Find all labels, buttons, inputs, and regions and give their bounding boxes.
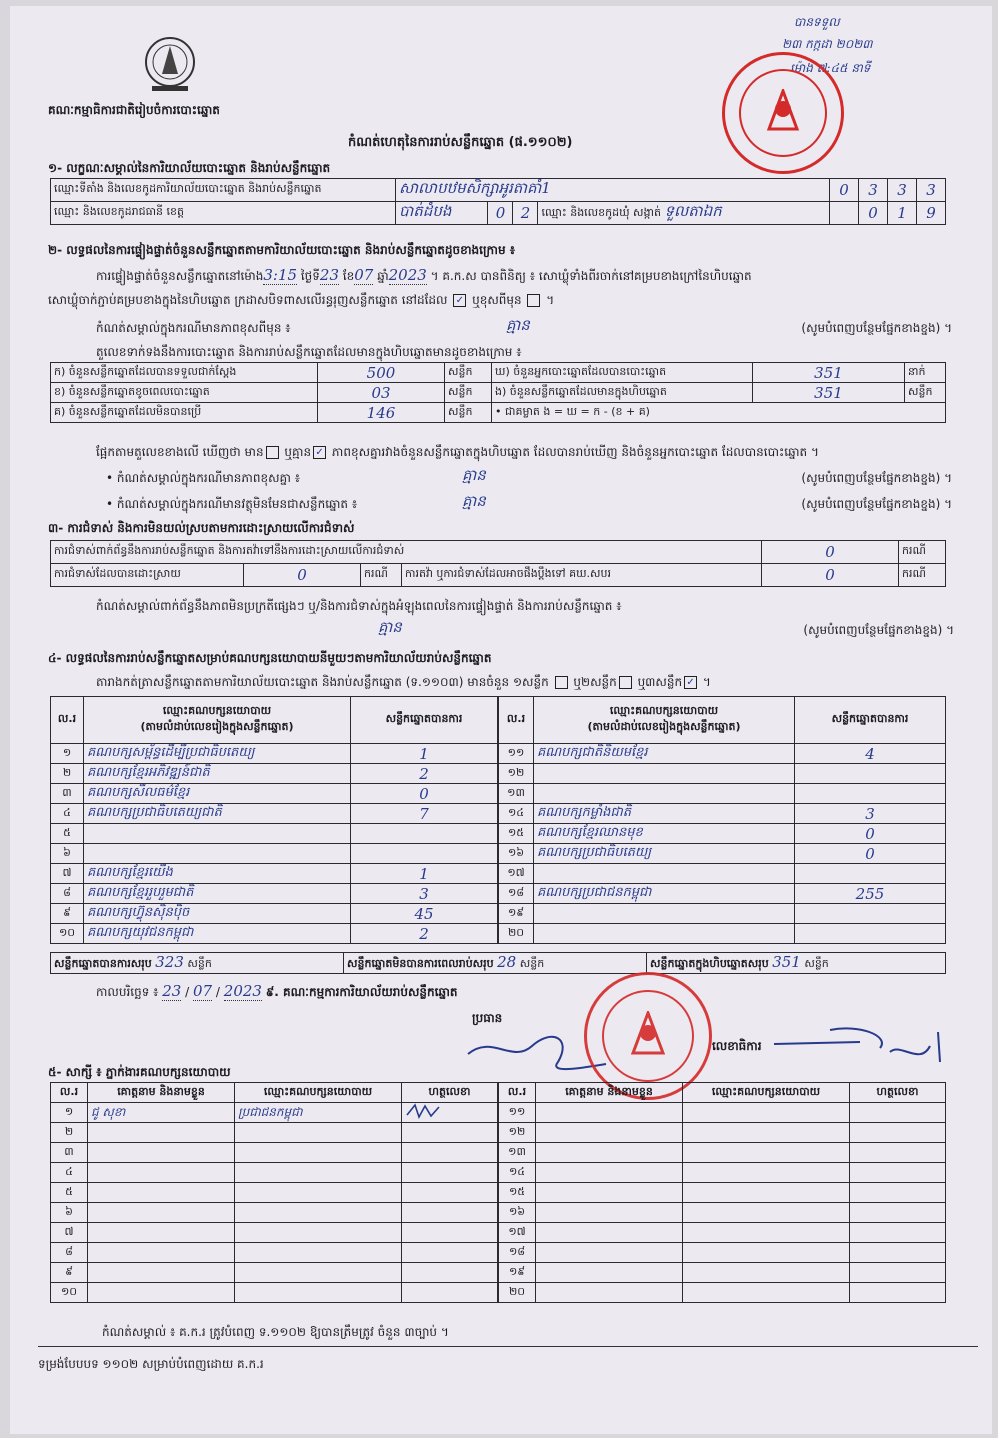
witness-no: ៤ <box>51 1163 88 1183</box>
witness-row <box>499 1123 946 1143</box>
ballots-in-box-label: ង) ចំនួនសន្លឹកឆ្នោតដែលមានក្នុងហិបឆ្នោត <box>492 383 753 403</box>
section4-title: ៤- លទ្ធផលនៃការរាប់សន្លឹកឆ្នោតសម្រាប់គណបក្សនយោបាយនីមួយៗតាមការិយាល័យរាប់សន្លឹកឆ្នោត <box>48 651 492 665</box>
witness-no: ២០ <box>499 1283 536 1303</box>
changed-checkbox[interactable] <box>527 294 540 307</box>
witness-name <box>88 1203 235 1223</box>
witness-table-left: ល.រ គោត្តនាម និងនាមខ្លួន ឈ្មោះគណបក្សនយោបាយ ហត្ថលេខា ១ ជូ សុខា ប្រជាជនកម្ពុជា ២ ៣ ៤ ៥ ៦ ៧ ៨ ៩ ១០ <box>50 1082 498 1303</box>
witness-party <box>683 1283 850 1303</box>
witness-row <box>51 1123 498 1143</box>
witness-party <box>235 1203 402 1223</box>
witness-no: ១៤ <box>499 1163 536 1183</box>
section5-title: ៥- សាក្សី ៖ ភ្នាក់ងារគណបក្សនយោបាយ <box>48 1065 231 1079</box>
chair-label: ប្រធាន <box>472 1011 503 1025</box>
irregularity-note-value: គ្មាន <box>378 618 402 636</box>
stamp-emblem-icon <box>627 1011 669 1059</box>
witness-name <box>88 1183 235 1203</box>
result-votes <box>795 864 946 884</box>
result-no: ១៣ <box>499 784 534 804</box>
date-month: 07 <box>193 982 213 1000</box>
witness-row <box>499 1183 946 1203</box>
witness-row <box>51 1203 498 1223</box>
nec-emblem-icon <box>138 34 202 94</box>
results-table-right: ល.រ ឈ្មោះគណបក្សនយោបាយ (តាមលំដាប់លេខរៀងក្នុងសន្លឹកឆ្នោត) សន្លឹកឆ្នោតបានការ ១១ គណបក្សជាតិនិយមខ្មែរ 4 ១២ ១៣ ១៤ គណបក្សកម្លាំងជាតិ 3 ១៥ គណបក្សខ្មែរឈានមុខ 0 ១៦ គណបក្សប្រជាធិបតេយ្យ 0 ១៧ ១៨ គណបក្សប្រជាជនកម្ពុជា 255 ១៩ ២០ <box>498 696 946 944</box>
verify-line-2: សោឃ្លុំចាក់ភ្ជាប់គម្របខាងក្នុងនៃហិបឆ្នោត ក្រដាសបិទពាសលើរន្ធរុញសន្លឹកឆ្នោត នៅដដែល ✓ ឬខុសពីមុន ។ <box>48 293 555 307</box>
has-difference-checkbox[interactable] <box>266 446 279 459</box>
witness-name <box>88 1163 235 1183</box>
result-votes: 45 <box>351 904 498 924</box>
difference-note-row: • កំណត់សម្គាល់ក្នុងករណីមានភាពខុសគ្នា ៖ គ្មាន (សូមបំពេញបន្ថែមផ្នែកខាងខ្នង) ។ <box>106 470 952 488</box>
witness-name <box>536 1183 683 1203</box>
result-row <box>499 924 946 944</box>
result-no: ២ <box>51 764 84 784</box>
foreign-object-note-row: • កំណត់សម្គាល់ក្នុងករណីមានវត្ថុមិនមែនជាសន្លឹកឆ្នោត ៖ គ្មាន (សូមបំពេញបន្ថែមផ្នែកខាងខ្នង) ។ <box>106 496 952 514</box>
witness-signature <box>402 1223 498 1243</box>
result-votes <box>795 764 946 784</box>
witness-no: ៩ <box>51 1263 88 1283</box>
verify-line-1: ការផ្ទៀងផ្ទាត់ចំនួនសន្លឹកឆ្នោតនៅម៉ោង3:15 ថ្ងៃទី23 ខែ07 ឆ្នាំ2023 ។ គ.ក.ស បានពិនិត្យ ៖ សោឃ្លុំទាំងពីរចាក់នៅគម្របខាងក្រៅនៃហិបឆ្នោត <box>96 266 752 284</box>
result-no: ៨ <box>51 884 84 904</box>
ballots-in-box-value: 351 <box>753 383 905 403</box>
same-checkbox[interactable]: ✓ <box>453 294 466 307</box>
result-party: គណបក្សខ្មែរឈានមុខ <box>534 824 795 844</box>
result-no: ៥ <box>51 824 84 844</box>
result-no: ៣ <box>51 784 84 804</box>
result-no: ៤ <box>51 804 84 824</box>
result-row <box>499 764 946 784</box>
station-name-value: សាលាបឋមសិក្សាអូរតាគាំ1 <box>396 179 830 202</box>
date-day: 23 <box>162 982 182 1000</box>
witness-no: ១៦ <box>499 1203 536 1223</box>
voters-value: 351 <box>753 363 905 383</box>
verify-time: 3:15 <box>263 266 298 284</box>
result-votes: 7 <box>351 804 498 824</box>
witness-name <box>88 1263 235 1283</box>
foreign-object-note-value: គ្មាន <box>462 492 486 510</box>
spoiled-value: 03 <box>318 383 445 403</box>
complaints-value: 0 <box>762 541 899 564</box>
witness-party <box>235 1143 402 1163</box>
station-code-4: 3 <box>917 179 946 202</box>
change-note-row: កំណត់សម្គាល់ក្នុងករណីមានភាពខុសពីមុន ៖ គ្មាន (សូមបំពេញបន្ថែមផ្នែកខាងខ្នង) ។ <box>96 320 952 338</box>
result-no: ១០ <box>51 924 84 944</box>
result-no: ១៦ <box>499 844 534 864</box>
result-votes: 4 <box>795 744 946 764</box>
receipt-line-2: ២៣ កក្កដា ២០២៣ <box>782 37 873 51</box>
result-votes: 0 <box>795 824 946 844</box>
result-no: ១៧ <box>499 864 534 884</box>
appeal-label: ការតវ៉ា ឬការជំទាស់ដែលអាចផឹងប្តឹងទៅ គឃ.សបរ <box>402 564 762 587</box>
witness-row <box>499 1143 946 1163</box>
result-party <box>84 844 351 864</box>
result-row <box>51 764 498 784</box>
result-party: គណបក្សខ្មែររួបរួមជាតិ <box>84 884 351 904</box>
witness-row <box>499 1203 946 1223</box>
witness-row <box>51 1223 498 1243</box>
witness-signature <box>402 1103 498 1123</box>
secretary-signature-icon <box>770 1022 950 1072</box>
witness-no: ១៩ <box>499 1263 536 1283</box>
stamp-emblem-icon <box>763 89 803 135</box>
result-party <box>534 864 795 884</box>
witness-name <box>536 1223 683 1243</box>
official-stamp-bottom <box>584 972 712 1100</box>
result-row <box>499 784 946 804</box>
witness-no: ១០ <box>51 1283 88 1303</box>
result-party: គណបក្សប្រជាធិបតេយ្យជាតិ <box>84 804 351 824</box>
verify-year: 2023 <box>388 266 427 284</box>
form-title: កំណត់ហេតុនៃការរាប់សន្លឹកឆ្នោត (ផ.១១០២) <box>348 135 573 150</box>
result-no: ១៨ <box>499 884 534 904</box>
form-footer: ទម្រង់បែបបទ ១១០២ សម្រាប់បំពេញដោយ គ.ក.រ <box>38 1357 264 1371</box>
section1-table <box>50 178 946 225</box>
province-label: ឈ្មោះ និងលេខកូដរាជធានី ខេត្ត <box>51 202 396 225</box>
result-row <box>499 844 946 864</box>
witness-signature <box>850 1203 946 1223</box>
received-label: ក) ចំនួនសន្លឹកឆ្នោតដែលបានទទួលជាក់ស្តែង <box>51 363 318 383</box>
result-no: ៧ <box>51 864 84 884</box>
no-difference-checkbox[interactable]: ✓ <box>313 446 326 459</box>
total-valid-value: 323 <box>155 953 184 971</box>
witness-party <box>683 1223 850 1243</box>
commune-code-1: 0 <box>859 202 888 225</box>
irregularity-note-label: កំណត់សម្គាល់ពាក់ព័ន្ធនឹងភាពមិនប្រក្រតីផ្សេងៗ ឬ/និងការជំទាស់ក្នុងអំឡុងពេលនៃការផ្ទៀងផ្ទាត់ និងការរាប់សន្លឹកឆ្នោត ៖ <box>96 599 622 613</box>
result-votes: 0 <box>795 844 946 864</box>
result-no: ៩ <box>51 904 84 924</box>
result-votes <box>351 844 498 864</box>
witness-party <box>683 1123 850 1143</box>
witness-party: ប្រជាជនកម្ពុជា <box>235 1103 402 1123</box>
result-votes: 255 <box>795 884 946 904</box>
witness-no: ១ <box>51 1103 88 1123</box>
witness-signature <box>850 1223 946 1243</box>
result-votes: 3 <box>795 804 946 824</box>
result-votes <box>351 824 498 844</box>
witness-no: ១៣ <box>499 1143 536 1163</box>
result-row <box>51 804 498 824</box>
witness-signature <box>402 1163 498 1183</box>
station-code-3: 3 <box>888 179 917 202</box>
result-row <box>499 804 946 824</box>
result-party <box>534 924 795 944</box>
witness-no: ៣ <box>51 1143 88 1163</box>
result-party <box>84 824 351 844</box>
result-row <box>51 844 498 864</box>
complaints-label: ការជំទាស់ពាក់ព័ន្ធនឹងការរាប់សន្លឹកឆ្នោត និងការតវ៉ាទៅនឹងការដោះស្រាយលើការជំទាស់ <box>51 541 762 564</box>
date-year: 2023 <box>223 982 262 1000</box>
complaints-table: ការជំទាស់ពាក់ព័ន្ធនឹងការរាប់សន្លឹកឆ្នោត និងការតវ៉ាទៅនឹងការដោះស្រាយលើការជំទាស់ 0 ករណី ការជំទាស់ដែលបានដោះស្រាយ 0 ករណី ការតវ៉ា ឬការជំទាស់ដែលអាចផឹងប្តឹងទៅ គឃ.សបរ 0 ករណី <box>50 540 946 587</box>
witness-party <box>235 1223 402 1243</box>
spoiled-label: ខ) ចំនួនសន្លឹកឆ្នោតខូចពេលបោះឆ្នោត <box>51 383 318 403</box>
result-votes <box>795 924 946 944</box>
result-row <box>51 784 498 804</box>
secretary-label: លេខាធិការ <box>712 1039 762 1053</box>
witness-name <box>88 1223 235 1243</box>
witness-row <box>51 1163 498 1183</box>
station-name-label: ឈ្មោះទីតាំង និងលេខកូដការិយាល័យបោះឆ្នោត និងរាប់សន្លឹកឆ្នោត <box>51 179 396 202</box>
station-code-1: 0 <box>830 179 859 202</box>
section1-title: ១- លក្ខណៈសម្គាល់នៃការិយាល័យបោះឆ្នោត និងរាប់សន្លឹកឆ្នោត <box>48 161 331 175</box>
witness-name <box>536 1283 683 1303</box>
unused-label: គ) ចំនួនសន្លឹកឆ្នោតដែលមិនបានប្រើ <box>51 403 318 423</box>
witness-party <box>235 1243 402 1263</box>
form-sheet: គណៈកម្មាធិការជាតិរៀបចំការបោះឆ្នោត បានទទួល ២៣ កក្កដា ២០២៣ ម៉ោង ៧:៤៥ នាទី កំណត់ហេតុនៃការរាប់សន្លឹកឆ្នោត (ផ.១១០២) ១- លក្ខណៈសម្គាល់នៃការិយាល័យបោះឆ្នោត និងរាប់សន្លឹកឆ្នោត ឈ្មោះទីតាំង និងលេខកូដការិយាល័យបោះឆ្នោត និងរាប់សន្លឹកឆ្នោត សាលាបឋមសិក្សាអូរតាគាំ1 0 3 3 3 ឈ្មោះ និងលេខកូដរាជធានី ខេត្ត បាត់ដំបង 0 2 ឈ្មោះ និងលេខកូដឃុំ សង្កាត់ ទួលតាឯក 0 1 9 ២- លទ្ធផលនៃការផ្ទៀងផ្ទាត់ចំនួនសន្លឹកឆ្នោតតាមការិយាល័យបោះឆ្នោត និងរាប់សន្លឹកឆ្នោតដូចខាងក្រោម ៖ ការផ្ទៀងផ្ទាត់ចំនួនសន្លឹកឆ្នោតនៅម៉ោង3:15 ថ្ងៃទី23 ខែ07 ឆ្នាំ2023 ។ គ.ក.ស បានពិនិត្យ ៖ សោឃ្លុំទាំងពីរចាក់នៅគម្របខាងក្រៅនៃហិបឆ្នោត សោឃ្លុំចាក់ភ្ជាប់គម្របខាងក្នុងនៃហិបឆ្នោត ក្រដាសបិទពាសលើរន្ធរុញសន្លឹកឆ្នោត នៅដដែល ✓ ឬខុសពីមុន ។ កំណត់សម្គាល់ក្នុងករណីមានភាពខុសពីមុន ៖ គ្មាន (សូមបំពេញបន្ថែមផ្នែកខាងខ្នង) ។ តួលេខទាក់ទងនឹងការបោះឆ្នោត និងការរាប់សន្លឹកឆ្នោតដែលមានក្នុងហិបឆ្នោតមានដូចខាងក្រោម ៖ ក) ចំនួនសន្លឹកឆ្នោតដែលបានទទួលជាក់ស្តែង 500 សន្លឹក ឃ) ចំនួនអ្នកបោះឆ្នោតដែលបានបោះឆ្នោត 351 នាក់ ខ) ចំនួនសន្លឹកឆ្នោតខូចពេលបោះឆ្នោត 03 សន្លឹក ង) ចំនួនសន្លឹកឆ្នោតដែលមានក្នុងហិបឆ្នោត 351 សន្លឹក គ) ចំនួនសន្លឹកឆ្នោតដែលមិនបានប្រើ 146 សន្លឹក • ជាគម្លាត ង = ឃ = ក - (ខ + គ) ផ្អែកតាមតួលេខខាងលើ ឃើញថា មាន ឬគ្មាន ✓ ភាពខុសគ្នារវាងចំនួនសន្លឹកឆ្នោតក្នុងហិបឆ្នោត ដែលបានរាប់ឃើញ និងចំនួនអ្នកបោះឆ្នោត ដែលបានបោះឆ្នោត ។ • កំណត់សម្គាល់ក្នុងករណីមានភាពខុសគ្នា ៖ គ្មាន (សូមបំពេញបន្ថែមផ្នែកខាងខ្នង) ។ • កំណត់សម្គាល់ក្នុងករណីមានវត្ថុមិនមែនជាសន្លឹកឆ្នោត ៖ គ្មាន (សូមបំពេញបន្ថែមផ្នែកខាងខ្នង) ។ ៣- ការជំទាស់ និងការមិនយល់ស្របតាមការដោះស្រាយលើការជំទាស់ ការជំទាស់ពាក់ព័ន្ធនឹងការរាប់សន្លឹកឆ្នោត និងការតវ៉ាទៅនឹងការដោះស្រាយលើការជំទាស់ 0 ករណី ការជំទាស់ដែលបានដោះស្រាយ 0 ករណី ការតវ៉ា ឬការជំទាស់ដែលអាចផឹងប្តឹងទៅ គឃ.សបរ 0 ករណី កំណត់សម្គាល់ពាក់ព័ន្ធនឹងភាពមិនប្រក្រតីផ្សេងៗ ឬ/និងការជំទាស់ក្នុងអំឡុងពេលនៃការផ្ទៀងផ្ទាត់ និងការរាប់សន្លឹកឆ្នោត ៖ គ្មាន (សូមបំពេញបន្ថែមផ្នែកខាងខ្នង) ។ ៤- លទ្ធផលនៃការរាប់សន្លឹកឆ្នោតសម្រាប់គណបក្សនយោបាយនីមួយៗតាមការិយាល័យរាប់សន្លឹកឆ្នោត តារាងកត់ត្រាសន្លឹកឆ្នោតតាមការិយាល័យបោះឆ្នោត និងរាប់សន្លឹកឆ្នោត (ទ.១១០៣) មានចំនួន ១សន្លឹក ឬ២សន្លឹក ឬ៣សន្លឹក ✓ ។ ល.រ ឈ្មោះគណបក្សនយោបាយ (តាមលំដាប់លេខរៀងក្នុងសន្លឹកឆ្នោត) សន្លឹកឆ្នោតបានការ ១ គណបក្សសម្ព័ន្ធដើម្បីប្រជាធិបតេយ្យ 1 ២ គណបក្សខ្មែរអភិវឌ្ឍន៍ជាតិ 2 ៣ គណបក្សសីលធម៌ខ្មែរ 0 ៤ គណបក្សប្រជាធិបតេយ្យជាតិ 7 ៥ ៦ ៧ គណបក្សខ្មែរយើង 1 ៨ គណបក្សខ្មែររួបរួមជាតិ 3 ៩ គណបក្សហ៊្វុនស៊ិនប៉ិច 45 ១០ គណបក្សយុវជនកម្ពុជា 2 ល.រ ឈ្មោះគណបក្សនយោបាយ (តាមលំដាប់លេខរៀងក្នុងសន្លឹកឆ្នោត) សន្លឹកឆ្នោតបានការ ១១ គណបក្សជាតិនិយមខ្មែរ 4 ១២ ១៣ ១៤ គណបក្សកម្លាំងជាតិ 3 ១៥ គណបក្សខ្មែរឈានមុខ 0 ១៦ គណបក្សប្រជាធិបតេយ្យ 0 ១៧ ១៨ គណបក្សប្រជាជនកម្ពុជា 255 ១៩ ២០ សន្លឹកឆ្នោតបានការសរុប 323 សន្លឹក សន្លឹកឆ្នោតមិនបានការពេលរាប់សរុប 28 សន្លឹក សន្លឹកឆ្នោតក្នុងហិបឆ្នោតសរុប 351 សន្លឹក កាលបរិច្ឆេទ ៖ 23 / 07 / 2023 ៩. គណៈកម្មការការិយាល័យរាប់សន្លឹកឆ្នោត ប្រធាន លេខាធិការ ៥- សាក្សី ៖ ភ្នាក់ងារគណបក្សនយោបាយ ល.រ គោត្តនាម និងនាមខ្លួន ឈ្មោះគណបក្សនយោបាយ ហត្ថលេខា ១ ជូ សុខា ប្រជាជនកម្ពុជា ២ ៣ ៤ ៥ ៦ ៧ ៨ ៩ ១០ ល.រ គោត្តនាម និងនាមខ្លួន ឈ្មោះគណបក្សនយោបាយ ហត្ថលេខា ១១ ១២ ១៣ ១៤ ១៥ ១៦ ១៧ ១៨ ១៩ ២០ កំណត់សម្គាល់ ៖ គ.ក.រ ត្រូវបំពេញ ទ.១១០២ ឱ្យបានត្រឹមត្រូវ ចំនួន ៣ច្បាប់ ។ ទម្រង់បែបបទ ១១០២ សម្រាប់បំពេញដោយ គ.ក.រ <box>10 6 992 1434</box>
witness-signature <box>850 1183 946 1203</box>
witness-name <box>88 1283 235 1303</box>
result-party: គណបក្សយុវជនកម្ពុជា <box>84 924 351 944</box>
witness-row <box>51 1263 498 1283</box>
resolved-label: ការជំទាស់ដែលបានដោះស្រាយ <box>51 564 244 587</box>
witness-name <box>88 1123 235 1143</box>
witness-no: ៦ <box>51 1203 88 1223</box>
station-code-2: 3 <box>859 179 888 202</box>
result-votes: 3 <box>351 884 498 904</box>
received-value: 500 <box>318 363 445 383</box>
witness-no: ៧ <box>51 1223 88 1243</box>
witness-no: ៨ <box>51 1243 88 1263</box>
result-party: គណបក្សកម្លាំងជាតិ <box>534 804 795 824</box>
witness-row <box>51 1143 498 1163</box>
result-votes: 1 <box>351 864 498 884</box>
witness-signature <box>850 1123 946 1143</box>
witness-no: ១២ <box>499 1123 536 1143</box>
witness-name <box>536 1123 683 1143</box>
result-votes <box>795 784 946 804</box>
witness-signature-icon <box>405 1103 445 1119</box>
result-party: គណបក្សជាតិនិយមខ្មែរ <box>534 744 795 764</box>
witness-name <box>536 1163 683 1183</box>
result-votes: 2 <box>351 924 498 944</box>
witness-no: ១៥ <box>499 1183 536 1203</box>
witness-signature <box>402 1243 498 1263</box>
witness-row <box>51 1283 498 1303</box>
witness-signature <box>850 1283 946 1303</box>
result-party: គណបក្សប្រជាជនកម្ពុជា <box>534 884 795 904</box>
footer-divider <box>38 1346 978 1347</box>
result-row <box>51 884 498 904</box>
total-box-value: 351 <box>772 953 801 971</box>
witness-row <box>499 1283 946 1303</box>
result-row <box>51 864 498 884</box>
official-stamp-top <box>722 52 844 174</box>
witness-signature <box>402 1123 498 1143</box>
witness-name <box>536 1103 683 1123</box>
witness-party <box>683 1103 850 1123</box>
result-votes <box>795 904 946 924</box>
witness-party <box>235 1183 402 1203</box>
result-party: គណបក្សខ្មែរអភិវឌ្ឍន៍ជាតិ <box>84 764 351 784</box>
date-line: កាលបរិច្ឆេទ ៖ 23 / 07 / 2023 ៩. គណៈកម្មការការិយាល័យរាប់សន្លឹកឆ្នោត <box>96 982 458 1000</box>
witness-signature <box>402 1183 498 1203</box>
result-party <box>534 764 795 784</box>
result-row <box>499 824 946 844</box>
witness-party <box>235 1263 402 1283</box>
witness-name <box>536 1203 683 1223</box>
result-row <box>51 904 498 924</box>
result-no: ៦ <box>51 844 84 864</box>
result-no: ១៩ <box>499 904 534 924</box>
witness-signature <box>402 1203 498 1223</box>
receipt-line-3: ម៉ោង ៧:៤៥ នាទី <box>790 61 871 75</box>
result-party: គណបក្សសម្ព័ន្ធដើម្បីប្រជាធិបតេយ្យ <box>84 744 351 764</box>
commune-code-3: 9 <box>917 202 946 225</box>
witness-party <box>235 1163 402 1183</box>
result-party: គណបក្សសីលធម៌ខ្មែរ <box>84 784 351 804</box>
result-no: ១ <box>51 744 84 764</box>
totals-row: សន្លឹកឆ្នោតបានការសរុប 323 សន្លឹក សន្លឹកឆ្នោតមិនបានការពេលរាប់សរុប 28 សន្លឹក សន្លឹកឆ្នោតក្នុងហិបឆ្នោតសរុប 351 សន្លឹក <box>50 952 946 974</box>
province-code-1: 0 <box>488 202 513 225</box>
witness-party <box>683 1163 850 1183</box>
witness-party <box>683 1183 850 1203</box>
witness-party <box>683 1263 850 1283</box>
one-sheet-checkbox[interactable] <box>555 676 568 689</box>
result-row <box>499 744 946 764</box>
witness-signature <box>402 1283 498 1303</box>
result-row <box>51 824 498 844</box>
witness-row <box>499 1223 946 1243</box>
witness-no: ១៧ <box>499 1223 536 1243</box>
formula-note: • ជាគម្លាត ង = ឃ = ក - (ខ + គ) <box>492 403 946 423</box>
witness-no: ១១ <box>499 1103 536 1123</box>
witness-no: ៥ <box>51 1183 88 1203</box>
change-note-value: គ្មាន <box>506 316 530 334</box>
figures-intro: តួលេខទាក់ទងនឹងការបោះឆ្នោត និងការរាប់សន្លឹកឆ្នោតដែលមានក្នុងហិបឆ្នោតមានដូចខាងក្រោម ៖ <box>96 345 522 359</box>
witness-table-right: ល.រ គោត្តនាម និងនាមខ្លួន ឈ្មោះគណបក្សនយោបាយ ហត្ថលេខា ១១ ១២ ១៣ ១៤ ១៥ ១៦ ១៧ ១៨ ១៩ ២០ <box>498 1082 946 1303</box>
witness-signature <box>402 1143 498 1163</box>
section3-title: ៣- ការជំទាស់ និងការមិនយល់ស្របតាមការដោះស្រាយលើការជំទាស់ <box>48 521 355 535</box>
sheet-count-line: តារាងកត់ត្រាសន្លឹកឆ្នោតតាមការិយាល័យបោះឆ្នោត និងរាប់សន្លឹកឆ្នោត (ទ.១១០៣) មានចំនួន ១សន្លឹក ឬ២សន្លឹក ឬ៣សន្លឹក ✓ ។ <box>96 675 711 689</box>
witness-row <box>51 1103 498 1123</box>
witness-name <box>536 1143 683 1163</box>
witness-signature <box>850 1163 946 1183</box>
witness-row <box>51 1183 498 1203</box>
result-row <box>499 904 946 924</box>
result-party: គណបក្សប្រជាធិបតេយ្យ <box>534 844 795 864</box>
result-row <box>499 864 946 884</box>
witness-no: ២ <box>51 1123 88 1143</box>
resolved-value: 0 <box>244 564 361 587</box>
witness-party <box>235 1283 402 1303</box>
witness-name: ជូ សុខា <box>88 1103 235 1123</box>
witness-party <box>235 1123 402 1143</box>
verify-day: 23 <box>319 266 339 284</box>
witness-signature <box>850 1263 946 1283</box>
witness-no: ១៨ <box>499 1243 536 1263</box>
witness-row <box>499 1103 946 1123</box>
two-sheet-checkbox[interactable] <box>619 676 632 689</box>
witness-signature <box>850 1143 946 1163</box>
result-no: ២០ <box>499 924 534 944</box>
result-votes: 2 <box>351 764 498 784</box>
witness-name <box>88 1243 235 1263</box>
result-votes: 0 <box>351 784 498 804</box>
witness-party <box>683 1203 850 1223</box>
witness-name <box>88 1143 235 1163</box>
witness-signature <box>850 1103 946 1123</box>
result-row <box>51 924 498 944</box>
receipt-line-1: បានទទួល <box>794 15 840 29</box>
witness-row <box>51 1243 498 1263</box>
total-invalid-value: 28 <box>497 953 517 971</box>
org-name: គណៈកម្មាធិការជាតិរៀបចំការបោះឆ្នោត <box>48 103 220 117</box>
province-value: បាត់ដំបង <box>396 202 488 225</box>
commune-value: ទួលតាឯក <box>664 202 722 220</box>
result-row <box>499 884 946 904</box>
witness-party <box>683 1243 850 1263</box>
witness-name <box>536 1263 683 1283</box>
province-code-2: 2 <box>513 202 538 225</box>
result-votes: 1 <box>351 744 498 764</box>
result-no: ១៤ <box>499 804 534 824</box>
witness-row <box>499 1163 946 1183</box>
commune-label: ឈ្មោះ និងលេខកូដឃុំ សង្កាត់ ទួលតាឯក <box>538 202 830 225</box>
witness-signature <box>402 1263 498 1283</box>
result-party <box>534 784 795 804</box>
witness-name <box>536 1243 683 1263</box>
figures-table: ក) ចំនួនសន្លឹកឆ្នោតដែលបានទទួលជាក់ស្តែង 500 សន្លឹក ឃ) ចំនួនអ្នកបោះឆ្នោតដែលបានបោះឆ្នោត 351 នាក់ ខ) ចំនួនសន្លឹកឆ្នោតខូចពេលបោះឆ្នោត 03 សន្លឹក ង) ចំនួនសន្លឹកឆ្នោតដែលមានក្នុងហិបឆ្នោត 351 សន្លឹក គ) ចំនួនសន្លឹកឆ្នោតដែលមិនបានប្រើ 146 សន្លឹក • ជាគម្លាត ង = ឃ = ក - (ខ + គ) <box>50 362 946 423</box>
result-no: ១២ <box>499 764 534 784</box>
result-no: ១១ <box>499 744 534 764</box>
result-party: គណបក្សហ៊្វុនស៊ិនប៉ិច <box>84 904 351 924</box>
witness-party <box>683 1143 850 1163</box>
witness-signature <box>850 1243 946 1263</box>
witness-row <box>499 1243 946 1263</box>
result-party <box>534 904 795 924</box>
difference-line: ផ្អែកតាមតួលេខខាងលើ ឃើញថា មាន ឬគ្មាន ✓ ភាពខុសគ្នារវាងចំនួនសន្លឹកឆ្នោតក្នុងហិបឆ្នោត ដែលបានរាប់ឃើញ និងចំនួនអ្នកបោះឆ្នោត ដែលបានបោះឆ្នោត ។ <box>96 445 819 459</box>
three-sheet-checkbox[interactable]: ✓ <box>684 676 697 689</box>
result-row <box>51 744 498 764</box>
footnote: កំណត់សម្គាល់ ៖ គ.ក.រ ត្រូវបំពេញ ទ.១១០២ ឱ្យបានត្រឹមត្រូវ ចំនួន ៣ច្បាប់ ។ <box>102 1325 449 1339</box>
result-no: ១៥ <box>499 824 534 844</box>
verify-month: 07 <box>354 266 374 284</box>
commune-code-2: 1 <box>888 202 917 225</box>
voters-label: ឃ) ចំនួនអ្នកបោះឆ្នោតដែលបានបោះឆ្នោត <box>492 363 753 383</box>
result-party: គណបក្សខ្មែរយើង <box>84 864 351 884</box>
witness-row <box>499 1263 946 1283</box>
results-table-left: ល.រ ឈ្មោះគណបក្សនយោបាយ (តាមលំដាប់លេខរៀងក្នុងសន្លឹកឆ្នោត) សន្លឹកឆ្នោតបានការ ១ គណបក្សសម្ព័ន្ធដើម្បីប្រជាធិបតេយ្យ 1 ២ គណបក្សខ្មែរអភិវឌ្ឍន៍ជាតិ 2 ៣ គណបក្សសីលធម៌ខ្មែរ 0 ៤ គណបក្សប្រជាធិបតេយ្យជាតិ 7 ៥ ៦ ៧ គណបក្សខ្មែរយើង 1 ៨ គណបក្សខ្មែររួបរួមជាតិ 3 ៩ គណបក្សហ៊្វុនស៊ិនប៉ិច 45 ១០ គណបក្សយុវជនកម្ពុជា 2 <box>50 696 498 944</box>
appeal-value: 0 <box>762 564 899 587</box>
unused-value: 146 <box>318 403 445 423</box>
section2-title: ២- លទ្ធផលនៃការផ្ទៀងផ្ទាត់ចំនួនសន្លឹកឆ្នោតតាមការិយាល័យបោះឆ្នោត និងរាប់សន្លឹកឆ្នោតដូចខាងក្រោម ៖ <box>48 243 516 257</box>
difference-note-value: គ្មាន <box>462 466 486 484</box>
